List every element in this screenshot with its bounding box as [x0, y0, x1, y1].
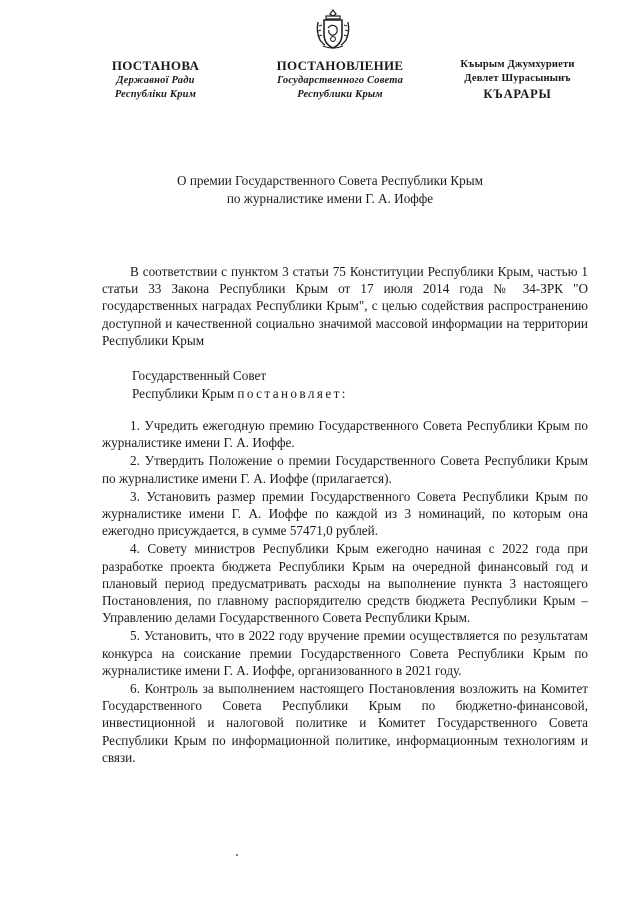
header-right-line1: Къырым Джумхуриети — [460, 59, 575, 70]
header-right-title: КЪАРАРЫ — [483, 87, 552, 101]
intro-section — [102, 263, 588, 349]
resolution-item: 6. Контроль за выполнением настоящего Постановления возложить на Комитет Государственного Совета Республики Крым по бюджетно-финансовой, инвестиционной и налоговой политике и Комитет Государственного Совета Республики Крым по информационной политике, информационным технологиям и связи. — [102, 681, 588, 765]
header-left-line1: Державної Ради — [116, 75, 195, 86]
header-center-line2: Республики Крым — [297, 89, 383, 100]
header-center-line1: Государственного Совета — [276, 75, 404, 86]
council-line2 — [132, 385, 348, 403]
resolution-item: 1. Учредить ежегодную премию Государственного Совета Республики Крым по журналистике имени Г. А. Иоффе. — [102, 418, 588, 451]
council-block — [132, 367, 348, 403]
council-verb: постановляет: — [237, 386, 348, 401]
document-title — [100, 172, 560, 208]
resolution-item: 5. Установить, что в 2022 году вручение премии осуществляется по результатам конкурса на соискание премии Государственного Совета Республики Крым по журналистике имени Г. А. Иоффе, организованного в 2021 году. — [102, 628, 588, 678]
document-title-line1: О премии Государственного Совета Республики Крым — [177, 173, 483, 188]
council-line2-text: Республики Крым — [132, 386, 235, 401]
header-left-title: ПОСТАНОВА — [111, 58, 200, 73]
header-left-block — [88, 58, 223, 102]
resolution-item: 3. Установить размер премии Государственного Совета Республики Крым по журналистике имени Г. А. Иоффе по каждой из 3 номинаций, по которым она ежегодно присуждается, в сумме 57471,0 рублей. — [102, 488, 588, 539]
resolution-items — [102, 417, 588, 767]
header-center-title: ПОСТАНОВЛЕНИЕ — [276, 58, 404, 73]
resolution-item: 4. Совету министров Республики Крым ежегодно начиная с 2022 года при разработке проекта бюджета Республики Крым на очередной финансовый год и плановый период предусматривать расходы на выполнение пункта 3 настоящего Постановления, по главному распорядителю средств бюджета Республики Крым – Управлению делами Государственного Совета Республики Крым. — [102, 541, 588, 626]
scan-speck — [236, 854, 238, 856]
intro-paragraph: В соответствии с пунктом 3 статьи 75 Конституции Республики Крым, частью 1 статьи 33 Закона Республики Крым от 17 июля 2014 года № 34-ЗРК "О государственных наградах Республики Крым", с целью содействия распространению доступной и качественной социально значимой массовой информации на территории Республики Крым — [102, 264, 588, 348]
header-left-line2: Республіки Крим — [114, 89, 197, 100]
resolution-item: 2. Утвердить Положение о премии Государственного Совета Республики Крым по журналистике имени Г. А. Иоффе (прилагается). — [102, 453, 588, 486]
crimea-coat-of-arms-icon — [313, 8, 353, 50]
header-right-block — [440, 58, 595, 102]
header-center-block — [255, 58, 425, 102]
document-title-line2: по журналистике имени Г. А. Иоффе — [226, 191, 434, 206]
council-line1: Государственный Совет — [132, 368, 267, 383]
header-right-line2: Девлет Шурасынынъ — [464, 73, 571, 84]
